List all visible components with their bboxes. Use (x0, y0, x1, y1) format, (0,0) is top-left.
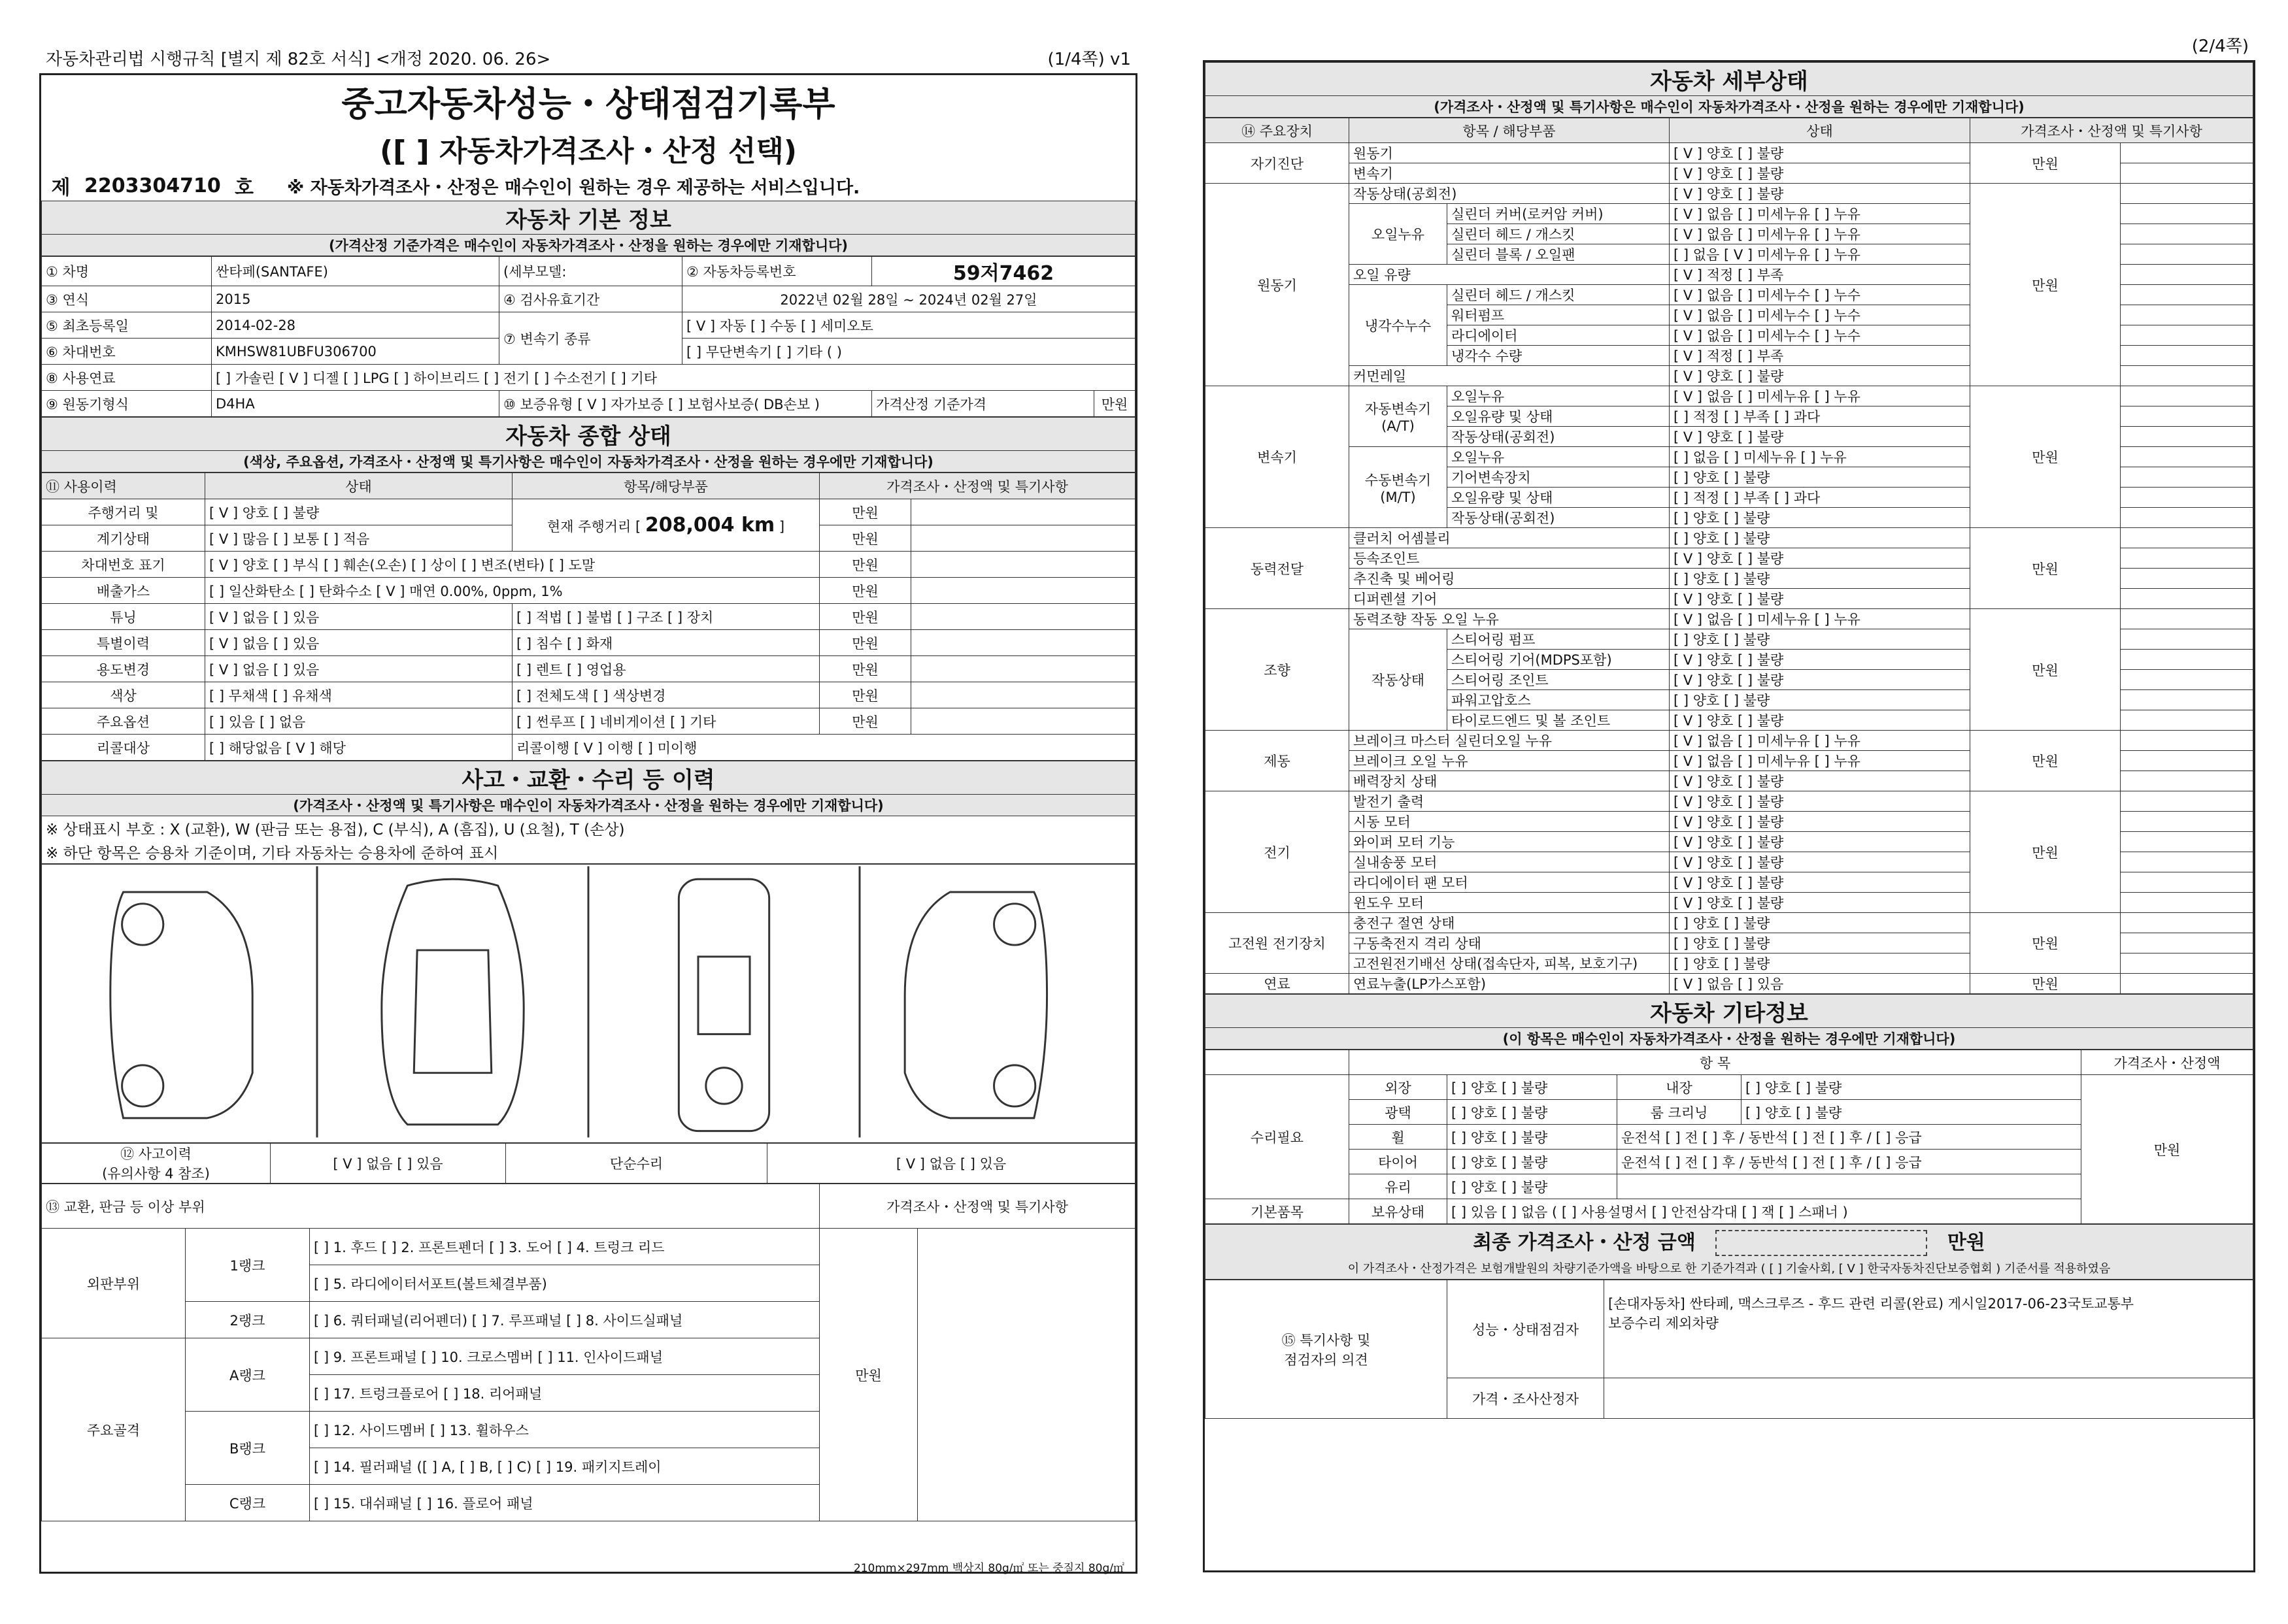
parts-header: 항목 / 해당부품 (1349, 118, 1670, 143)
car-name: 싼타페(SANTAFE) (212, 257, 499, 286)
detail-title: 자동차 세부상태 (1205, 63, 2253, 96)
table-row (1205, 386, 2253, 406)
fuel-options: [ ] 가솔린 [ V ] 디젤 [ ] LPG [ ] 하이브리드 [ ] 전기 [ ] 수소전기 [ ] 기타 (212, 365, 1136, 391)
part-state: [ V ] 양호 [ ] 불량 (1670, 366, 1970, 386)
part-state: [ V ] 양호 [ ] 불량 (1670, 812, 1970, 832)
part-name: 오일누유 (1447, 386, 1670, 406)
table-row (1205, 791, 2253, 812)
price-header: 가격조사・산정액 및 특기사항 (1970, 118, 2253, 143)
part-name: 시동 모터 (1349, 812, 1670, 832)
part-state: [ V ] 없음 [ ] 미세누유 [ ] 누유 (1670, 751, 1970, 771)
price-cell (2121, 751, 2253, 771)
form-frame (1203, 60, 2255, 1572)
devices-header: ⑭ 주요장치 (1205, 118, 1349, 143)
part-state: [ V ] 양호 [ ] 불량 (1670, 670, 1970, 690)
table-row (1205, 609, 2253, 629)
part-state: [ V ] 양호 [ ] 불량 (1670, 872, 1970, 893)
price-cell (2121, 508, 2253, 528)
price-cell (2121, 548, 2253, 569)
appraiser-label: 가격・조사산정자 (1447, 1378, 1604, 1419)
simple-repair-label: 단순수리 (506, 1144, 767, 1184)
part-state: [ ] 양호 [ ] 불량 (1670, 467, 1970, 488)
price-cell (2121, 852, 2253, 872)
part-name: 충전구 절연 상태 (1349, 913, 1670, 933)
parts-title: ⑬ 교환, 판금 등 이상 부위 (42, 1184, 820, 1229)
price-cell (2121, 244, 2253, 265)
trans-options-2: [ ] 무단변속기 [ ] 기타 ( ) (682, 339, 1136, 365)
part-state: [ V ] 적정 [ ] 부족 (1670, 346, 1970, 366)
page1-header (26, 46, 1144, 69)
device-group: 변속기 (1205, 386, 1349, 528)
part-name: 오일유량 및 상태 (1447, 406, 1670, 427)
part-state: [ V ] 양호 [ ] 불량 (1670, 893, 1970, 913)
opinion-label: ⑮ 특기사항 및 점검자의 의견 (1205, 1280, 1447, 1419)
sub-group: 냉각수누수 (1349, 285, 1447, 366)
part-name: 스티어링 조인트 (1447, 670, 1670, 690)
part-state: [ ] 없음 [ V ] 미세누유 [ ] 누유 (1670, 244, 1970, 265)
legend-codes: ※ 상태표시 부호 : X (교환), W (판금 또는 용접), C (부식), A (흠집), U (요철), T (손상) (42, 816, 1136, 840)
part-name: 실린더 블록 / 오일팬 (1447, 244, 1670, 265)
part-name: 발전기 출력 (1349, 791, 1670, 812)
trans-options-1: [ V ] 자동 [ ] 수동 [ ] 세미오토 (682, 312, 1136, 339)
part-name: 배력장치 상태 (1349, 771, 1670, 791)
part-state: [ V ] 없음 [ ] 미세누유 [ ] 누유 (1670, 609, 1970, 629)
service-note: ※ 자동차가격조사・산정은 매수인이 원하는 경우 제공하는 서비스입니다. (287, 177, 860, 198)
price-cell (2121, 366, 2253, 386)
part-name: 라디에이터 팬 모터 (1349, 872, 1670, 893)
part-name: 실린더 커버(로커암 커버) (1447, 204, 1670, 224)
part-state: [ V ] 없음 [ ] 미세누수 [ ] 누수 (1670, 305, 1970, 325)
part-state: [ ] 양호 [ ] 불량 (1670, 528, 1970, 548)
price-unit: 만원 (1970, 386, 2121, 528)
device-group: 원동기 (1205, 184, 1349, 386)
part-state: [ V ] 양호 [ ] 불량 (1670, 589, 1970, 609)
table-row: 배출가스 [ ] 일산화탄소 [ ] 탄화수소 [ V ] 매연 0.00%, 0ppm, 1% 만원 (42, 578, 1136, 604)
price-cell (2121, 184, 2253, 204)
price-cell (2121, 305, 2253, 325)
price-cell (2121, 629, 2253, 650)
device-group: 제동 (1205, 731, 1349, 791)
table-row (1205, 528, 2253, 548)
part-state: [ V ] 없음 [ ] 미세누수 [ ] 누수 (1670, 325, 1970, 346)
parts-price-unit: 만원 (820, 1229, 918, 1521)
table-row (1205, 913, 2253, 933)
warranty: ⑩ 보증유형 [ V ] 자가보증 [ ] 보험사보증( DB손보 ) (499, 391, 872, 417)
price-unit: 만원 (1970, 731, 2121, 791)
engine-type: D4HA (212, 391, 499, 417)
part-name: 브레이크 오일 누유 (1349, 751, 1670, 771)
price-cell (2121, 488, 2253, 508)
part-state: [ ] 양호 [ ] 불량 (1670, 953, 1970, 974)
table-row (1205, 731, 2253, 751)
rank-2: 2랭크 (186, 1302, 310, 1338)
table-row: 튜닝 [ V ] 없음 [ ] 있음 [ ] 적법 [ ] 불법 [ ] 구조 [ ] 장치 만원 (42, 604, 1136, 630)
part-state: [ V ] 적정 [ ] 부족 (1670, 265, 1970, 285)
form-title: 중고자동차성능・상태점검기록부 (341, 84, 835, 124)
price-cell (2121, 386, 2253, 406)
price-cell (2121, 650, 2253, 670)
simple-repair: [ V ] 없음 [ ] 있음 (767, 1144, 1136, 1184)
part-state: [ V ] 양호 [ ] 불량 (1670, 791, 1970, 812)
table-row: 리콜대상 [ ] 해당없음 [ V ] 해당 리콜이행 [ V ] 이행 [ ] 미이행 (42, 735, 1136, 761)
table-row: 유리 [ ] 양호 [ ] 불량 (1205, 1174, 2253, 1199)
price-cell (2121, 285, 2253, 305)
legend-note: ※ 하단 항목은 승용차 기준이며, 기타 자동차는 승용차에 준하여 표시 (42, 840, 1136, 864)
table-row: 기본품목 보유상태 [ ] 있음 [ ] 없음 ( [ ] 사용설명서 [ ] 안전삼각대 [ ] 잭 [ ] 스패너 ) (1205, 1199, 2253, 1224)
state-header: 상태 (1670, 118, 1970, 143)
part-name: 고전원전기배선 상태(접속단자, 피복, 보호기구) (1349, 953, 1670, 974)
inspect-label: ④ 검사유효기간 (499, 286, 682, 312)
part-state: [ V ] 양호 [ ] 불량 (1670, 163, 1970, 184)
price-cell (2121, 832, 2253, 852)
part-name: 오일유량 및 상태 (1447, 488, 1670, 508)
page-1 (26, 0, 1144, 1608)
car-diagram (42, 865, 1136, 1143)
price-unit: 만원 (1970, 528, 2121, 609)
basic-info-title: 자동차 기본 정보 (42, 201, 1136, 235)
part-state: [ V ] 양호 [ ] 불량 (1670, 832, 1970, 852)
part-state: [ V ] 양호 [ ] 불량 (1670, 710, 1970, 731)
part-state: [ ] 양호 [ ] 불량 (1670, 508, 1970, 528)
price-cell (2121, 670, 2253, 690)
device-group: 동력전달 (1205, 528, 1349, 609)
number-suffix: 호 (235, 176, 254, 199)
part-name: 커먼레일 (1349, 366, 1670, 386)
accident-title: 사고・교환・수리 등 이력 (42, 761, 1136, 795)
device-group: 고전원 전기장치 (1205, 913, 1349, 974)
sub-group: 자동변속기 (A/T) (1349, 386, 1447, 447)
vin: KMHSW81UBFU306700 (212, 339, 499, 365)
part-name: 기어변속장치 (1447, 467, 1670, 488)
price-unit: 만원 (1970, 609, 2121, 731)
price-unit: 만원 (1970, 184, 2121, 386)
detail-note: (가격조사・산정액 및 특기사항은 매수인이 자동차가격조사・산정을 원하는 경우에만 기재합니다) (1205, 96, 2253, 118)
part-state: [ ] 양호 [ ] 불량 (1670, 913, 1970, 933)
rank-1: 1랭크 (186, 1229, 310, 1302)
inspector-opinion: [손대자동차] 싼타페, 맥스크루즈 - 후드 관련 리콜(완료) 게시일2017-06-23국토교통부 보증수리 제외차량 (1604, 1280, 2253, 1378)
etc-price-unit: 만원 (2081, 1075, 2253, 1224)
price-basis-unit: 만원 (1094, 391, 1136, 417)
detail-model: (세부모델: (499, 257, 682, 286)
accident-history-label: ⑫ 사고이력 (유의사항 4 참조) (42, 1144, 271, 1184)
price-cell (2121, 265, 2253, 285)
price-cell (2121, 731, 2253, 751)
vin-label: ⑥ 차대번호 (42, 339, 212, 365)
part-name: 실린더 헤드 / 개스킷 (1447, 285, 1670, 305)
part-name: 브레이크 마스터 실린더오일 누유 (1349, 731, 1670, 751)
part-name: 파워고압호스 (1447, 690, 1670, 710)
part-state: [ V ] 양호 [ ] 불량 (1670, 650, 1970, 670)
table-row: 색상 [ ] 무채색 [ ] 유채색 [ ] 전체도색 [ ] 색상변경 만원 (42, 682, 1136, 708)
price-cell (2121, 913, 2253, 933)
part-name: 라디에이터 (1447, 325, 1670, 346)
table-row: 계기상태 [ V ] 많음 [ ] 보통 [ ] 적음 만원 (42, 525, 1136, 552)
final-price: 최종 가격조사・산정 금액 만원 (1205, 1225, 2253, 1257)
part-state: [ V ] 없음 [ ] 미세누유 [ ] 누유 (1670, 386, 1970, 406)
parts-price-header: 가격조사・산정액 및 특기사항 (820, 1184, 1136, 1229)
accident-history: [ V ] 없음 [ ] 있음 (271, 1144, 506, 1184)
car-outline-diagram (46, 865, 1131, 1139)
part-name: 오일누유 (1447, 447, 1670, 467)
part-name: 스티어링 기어(MDPS포함) (1447, 650, 1670, 670)
inspection-period: 2022년 02월 28일 ~ 2024년 02월 27일 (682, 286, 1136, 312)
price-unit: 만원 (1970, 143, 2121, 184)
etc-item-header: 항 목 (1349, 1050, 2081, 1075)
table-row: 용도변경 [ V ] 없음 [ ] 있음 [ ] 렌트 [ ] 영업용 만원 (42, 656, 1136, 682)
part-name: 실내송풍 모터 (1349, 852, 1670, 872)
price-cell (2121, 569, 2253, 589)
device-group: 조향 (1205, 609, 1349, 731)
part-state: [ ] 없음 [ ] 미세누유 [ ] 누유 (1670, 447, 1970, 467)
reg-label: ② 자동차등록번호 (682, 257, 872, 286)
part-state: [ V ] 양호 [ ] 불량 (1670, 427, 1970, 447)
part-state: [ ] 양호 [ ] 불량 (1670, 690, 1970, 710)
rank-a: A랭크 (186, 1338, 310, 1412)
table-row: 차대번호 표기 [ V ] 양호 [ ] 부식 [ ] 훼손(오손) [ ] 상이 [ ] 변조(변타) [ ] 도말 만원 (42, 552, 1136, 578)
main-frame-label: 주요골격 (42, 1338, 186, 1521)
price-cell (2121, 589, 2253, 609)
price-cell (2121, 690, 2253, 710)
table-row (1205, 974, 2253, 994)
part-name: 작동상태(공회전) (1447, 508, 1670, 528)
paper-spec: 210mm×297mm 백상지 80g/㎡ 또는 중질지 80g/㎡ (853, 1562, 1124, 1575)
price-cell (2121, 528, 2253, 548)
table-row: 타이어 [ ] 양호 [ ] 불량 운전석 [ ] 전 [ ] 후 / 동반석 [ ] 전 [ ] 후 / [ ] 응급 (1205, 1150, 2253, 1174)
year: 2015 (212, 286, 499, 312)
part-name: 작동상태(공회전) (1349, 184, 1670, 204)
part-name: 실린더 헤드 / 개스킷 (1447, 224, 1670, 244)
price-cell (2121, 346, 2253, 366)
summary-note: (색상, 주요옵션, 가격조사・산정액 및 특기사항은 매수인이 자동차가격조사・산정을 원하는 경우에만 기재합니다) (42, 451, 1136, 472)
part-state: [ ] 양호 [ ] 불량 (1670, 933, 1970, 953)
year-label: ③ 연식 (42, 286, 212, 312)
car-name-label: ① 차명 (42, 257, 212, 286)
price-cell (2121, 933, 2253, 953)
sub-group: 수동변속기 (M/T) (1349, 447, 1447, 528)
part-name: 원동기 (1349, 143, 1670, 163)
part-name: 타이로드엔드 및 볼 조인트 (1447, 710, 1670, 731)
part-state: [ ] 적정 [ ] 부족 [ ] 과다 (1670, 406, 1970, 427)
fuel-label: ⑧ 사용연료 (42, 365, 212, 391)
part-name: 디퍼렌셜 기어 (1349, 589, 1670, 609)
price-cell (2121, 609, 2253, 629)
price-cell (2121, 974, 2253, 994)
page-number: (1/4쪽) v1 (1047, 50, 1131, 69)
price-header: 가격조사・산정액 및 특기사항 (820, 473, 1136, 499)
price-cell (2121, 224, 2253, 244)
price-cell (2121, 893, 2253, 913)
part-state: [ V ] 없음 [ ] 미세누유 [ ] 누유 (1670, 204, 1970, 224)
accident-note: (가격조사・산정액 및 특기사항은 매수인이 자동차가격조사・산정을 원하는 경우에만 기재합니다) (42, 795, 1136, 816)
registration-number: 59저7462 (872, 257, 1136, 286)
record-number: 2203304710 (84, 174, 221, 197)
part-state: [ ] 양호 [ ] 불량 (1670, 629, 1970, 650)
basic-info-note: (가격산정 기준가격은 매수인이 자동차가격조사・산정을 원하는 경우에만 기재합니다) (42, 235, 1136, 256)
part-state: [ V ] 양호 [ ] 불량 (1670, 143, 1970, 163)
sub-group: 작동상태 (1349, 629, 1447, 731)
outer-panel-label: 외판부위 (42, 1229, 186, 1338)
table-row: 휠 [ ] 양호 [ ] 불량 운전석 [ ] 전 [ ] 후 / 동반석 [ ] 전 [ ] 후 / [ ] 응급 (1205, 1125, 2253, 1150)
part-state: [ V ] 없음 [ ] 미세누유 [ ] 누유 (1670, 224, 1970, 244)
price-cell (2121, 143, 2253, 163)
device-group: 연료 (1205, 974, 1349, 994)
part-state: [ V ] 양호 [ ] 불량 (1670, 184, 1970, 204)
usage-history-header: ⑪ 사용이력 (42, 473, 205, 499)
sub-group: 오일누유 (1349, 204, 1447, 265)
price-cell (2121, 427, 2253, 447)
part-state: [ V ] 없음 [ ] 미세누수 [ ] 누수 (1670, 285, 1970, 305)
detail-table (1205, 118, 2253, 994)
summary-title: 자동차 종합 상태 (42, 418, 1136, 451)
price-unit: 만원 (1970, 974, 2121, 994)
etc-price-header: 가격조사・산정액 (2081, 1050, 2253, 1075)
price-cell (2121, 325, 2253, 346)
table-row: 주행거리 및 [ V ] 양호 [ ] 불량 현재 주행거리 [ 208,004 km ] 만원 (42, 499, 1136, 525)
price-cell (2121, 163, 2253, 184)
part-state: [ V ] 없음 [ ] 있음 (1670, 974, 1970, 994)
trans-label: ⑦ 변속기 종류 (499, 312, 682, 365)
price-cell (2121, 872, 2253, 893)
price-cell (2121, 791, 2253, 812)
table-row: 주요옵션 [ ] 있음 [ ] 없음 [ ] 썬루프 [ ] 네비게이션 [ ] 기타 만원 (42, 708, 1136, 735)
rank-c: C랭크 (186, 1485, 310, 1521)
part-name: 워터펌프 (1447, 305, 1670, 325)
part-name: 연료누출(LP가스포함) (1349, 974, 1670, 994)
price-unit: 만원 (1970, 913, 2121, 974)
price-basis-label: 가격산정 기준가격 (872, 391, 1094, 417)
part-state: [ ] 양호 [ ] 불량 (1670, 569, 1970, 589)
table-row (1205, 143, 2253, 163)
table-row: 수리필요 외장 [ ] 양호 [ ] 불량 내장 [ ] 양호 [ ] 불량 만원 (1205, 1075, 2253, 1100)
part-state: [ V ] 양호 [ ] 불량 (1670, 771, 1970, 791)
part-state: [ V ] 없음 [ ] 미세누유 [ ] 누유 (1670, 731, 1970, 751)
form-frame: 중고자동차성능・상태점검기록부 ([ ] 자동차가격조사・산정 선택) 제 2203304710 호 ※ 자동차가격조사・산정은 매수인이 원하는 경우 제공하는 서비스입니다. 자동차 기본 정보 (가격산정 기준가격은 매수인이 자동차가격조사・산정을 원하는 경우에만 기재합니다) ① 차명 싼타페(SANTAFE) (세부모델: ② 자동차등록번호 59저7462 ③ 연식 2015 ④ 검사유효기간 2022년 02월 28일 ~ 2024년 02월 27일 ⑤ 최초등록일 2014-02-28 ⑦ 변속기 종류 [ V ] 자동 [ ] 수동 [ ] 세미오토 ⑥ 차대번호 KMHSW81UBFU306700 [ ] 무단변속기 [ ] 기타 ( ) ⑧ 사용연료 [ ] 가솔린 [ V ] 디젤 [ ] LPG [ ] 하이브리드 [ ] 전기 [ ] 수소전기 [ ] 기타 ⑨ 원동기형식 D4HA ⑩ 보증유형 [ V ] 자가보증 [ ] 보험사보증( DB손보 ) 가격산정 기준가격 만원 자동차 종합 상태 (색상, 주요옵션, 가격조사・산정액 및 특기사항은 매수인이 자동차가격조사・산정을 원하는 경우에만 기재합니다) ⑪ 사용이력 상태 항목/해당부품 가격조사・산정액 및 특기사항 주행거리 및 [ V ] 양호 [ ] 불량 현재 주행거리 [ 208,004 km ] 만원 계기상태 [ V ] 많음 [ ] 보통 [ ] 적음 만원 차대번호 표기 [ V ] 양호 [ ] 부식 [ ] 훼손(오손) [ ] 상이 [ ] 변조(변타) [ ] 도말 만원 배출가스 [ ] 일산화탄소 [ ] 탄화수소 [ V ] 매연 0.00%, 0ppm, 1% 만원 튜닝 [ V ] 없음 [ ] 있음 [ ] 적법 [ ] 불법 [ ] 구조 [ ] 장치 만원 특별이력 [ V ] 없음 [ ] 있음 [ ] 침수 [ ] 화재 만원 용도변경 [ V ] 없음 [ ] 있음 [ ] 렌트 [ ] 영업용 만원 색상 [ ] 무채색 [ ] 유채색 [ ] 전체도색 [ ] 색상변경 만원 주요옵션 [ ] 있음 [ ] 없음 [ ] 썬루프 [ ] 네비게이션 [ ] 기타 만원 리콜대상 [ ] 해당없음 [ V ] 해당 리콜이행 [ V ] 이행 [ ] 미이행 사고・교환・수리 등 이력 (가격조사・산정액 및 특기사항은 매수인이 자동차가격조사・산정을 원하는 경우에만 기재합니다) ※ 상태표시 부호 : X (교환), W (판금 또는 용접), C (부식), A (흠집), U (요철), T (손상) ※ 하단 항목은 승용차 기준이며, 기타 자동차는 승용차에 준하여 표시 ⑫ 사고이력 (유의사항 4 참조) [ V ] 없음 [ ] 있음 단순수리 [ V ] 없음 [ ] 있음 ⑬ 교환, 판금 등 이상 부위 가격조사・산정액 및 특기사항 외판부위 1랭크 [ ] 1. 후드 [ ] 2. 프론트펜더 [ ] 3. 도어 [ ] 4. 트렁크 리드 만원 [ ] 5. 라디에이터서포트(볼트체결부품) 2랭크 [ ] 6. 쿼터패널(리어펜더) [ ] 7. 루프패널 [ ] 8. 사이드실패널 주요골격 A랭크 [ ] 9. 프론트패널 [ ] 10. 크로스멤버 [ ] 11. 인사이드패널 [ ] 17. 트렁크플로어 [ ] 18. 리어패널 B랭크 [ ] 12. 사이드멤버 [ ] 13. 휠하우스 [ ] 14. 필러패널 ([ ] A, [ ] B, [ ] C) [ ] 19. 패키지트레이 C랭크 [ ] 15. 대쉬패널 [ ] 16. 플로어 패널 (39, 73, 1137, 1574)
page-2 (1190, 0, 2262, 1608)
part-state: [ V ] 양호 [ ] 불량 (1670, 548, 1970, 569)
rank-b: B랭크 (186, 1412, 310, 1485)
inspector-label: 성능・상태점검자 (1447, 1280, 1604, 1378)
table-row: 특별이력 [ V ] 없음 [ ] 있음 [ ] 침수 [ ] 화재 만원 (42, 630, 1136, 656)
price-cell (2121, 812, 2253, 832)
part-name: 등속조인트 (1349, 548, 1670, 569)
part-name: 스티어링 펌프 (1447, 629, 1670, 650)
device-group: 자기진단 (1205, 143, 1349, 184)
page-number: (2/4쪽) (2191, 37, 2249, 56)
page2-header (1190, 33, 2262, 56)
form-subtitle: ([ ] 자동차가격조사・산정 선택) (380, 135, 797, 168)
part-name: 변속기 (1349, 163, 1670, 184)
part-name: 냉각수 수량 (1447, 346, 1670, 366)
device-group: 전기 (1205, 791, 1349, 913)
part-name: 윈도우 모터 (1349, 893, 1670, 913)
part-name: 클러치 어셈블리 (1349, 528, 1670, 548)
part-state: [ V ] 양호 [ ] 불량 (1670, 852, 1970, 872)
etc-note: (이 항목은 매수인이 자동차가격조사・산정을 원하는 경우에만 기재합니다) (1205, 1028, 2253, 1050)
first-reg: 2014-02-28 (212, 312, 499, 339)
first-reg-label: ⑤ 최초등록일 (42, 312, 212, 339)
part-name: 추진축 및 베어링 (1349, 569, 1670, 589)
table-row: 광택 [ ] 양호 [ ] 불량 룸 크리닝 [ ] 양호 [ ] 불량 (1205, 1100, 2253, 1125)
odometer: 현재 주행거리 [ 208,004 km ] (513, 499, 820, 552)
part-name: 구동축전지 격리 상태 (1349, 933, 1670, 953)
part-state: [ ] 적정 [ ] 부족 [ ] 과다 (1670, 488, 1970, 508)
price-cell (2121, 710, 2253, 731)
table-row (1205, 184, 2253, 204)
final-price-note: 이 가격조사・산정가격은 보험개발원의 차량기준가액을 바탕으로 한 기준가격과 ( [ ] 기술사회, [ V ] 한국자동차진단보증협회 ) 기준서를 적용하였음 (1205, 1257, 2253, 1280)
state-header: 상태 (205, 473, 513, 499)
part-name: 와이퍼 모터 기능 (1349, 832, 1670, 852)
price-cell (2121, 406, 2253, 427)
part-name: 작동상태(공회전) (1447, 427, 1670, 447)
part-name: 동력조향 작동 오일 누유 (1349, 609, 1670, 629)
price-cell (2121, 204, 2253, 224)
basic-items-label: 기본품목 (1205, 1199, 1349, 1224)
price-unit: 만원 (1970, 791, 2121, 913)
price-cell (2121, 771, 2253, 791)
price-cell (2121, 953, 2253, 974)
item-header: 항목/해당부품 (513, 473, 820, 499)
price-cell (2121, 467, 2253, 488)
price-cell (2121, 447, 2253, 467)
engine-label: ⑨ 원동기형식 (42, 391, 212, 417)
part-name: 오일 유량 (1349, 265, 1670, 285)
etc-title: 자동차 기타정보 (1205, 995, 2253, 1028)
form-reference: 자동차관리법 시행규칙 [별지 제 82호 서식] <개정 2020. 06. 26> (46, 50, 551, 69)
repair-needed-label: 수리필요 (1205, 1075, 1349, 1199)
number-label: 제 (51, 176, 71, 199)
